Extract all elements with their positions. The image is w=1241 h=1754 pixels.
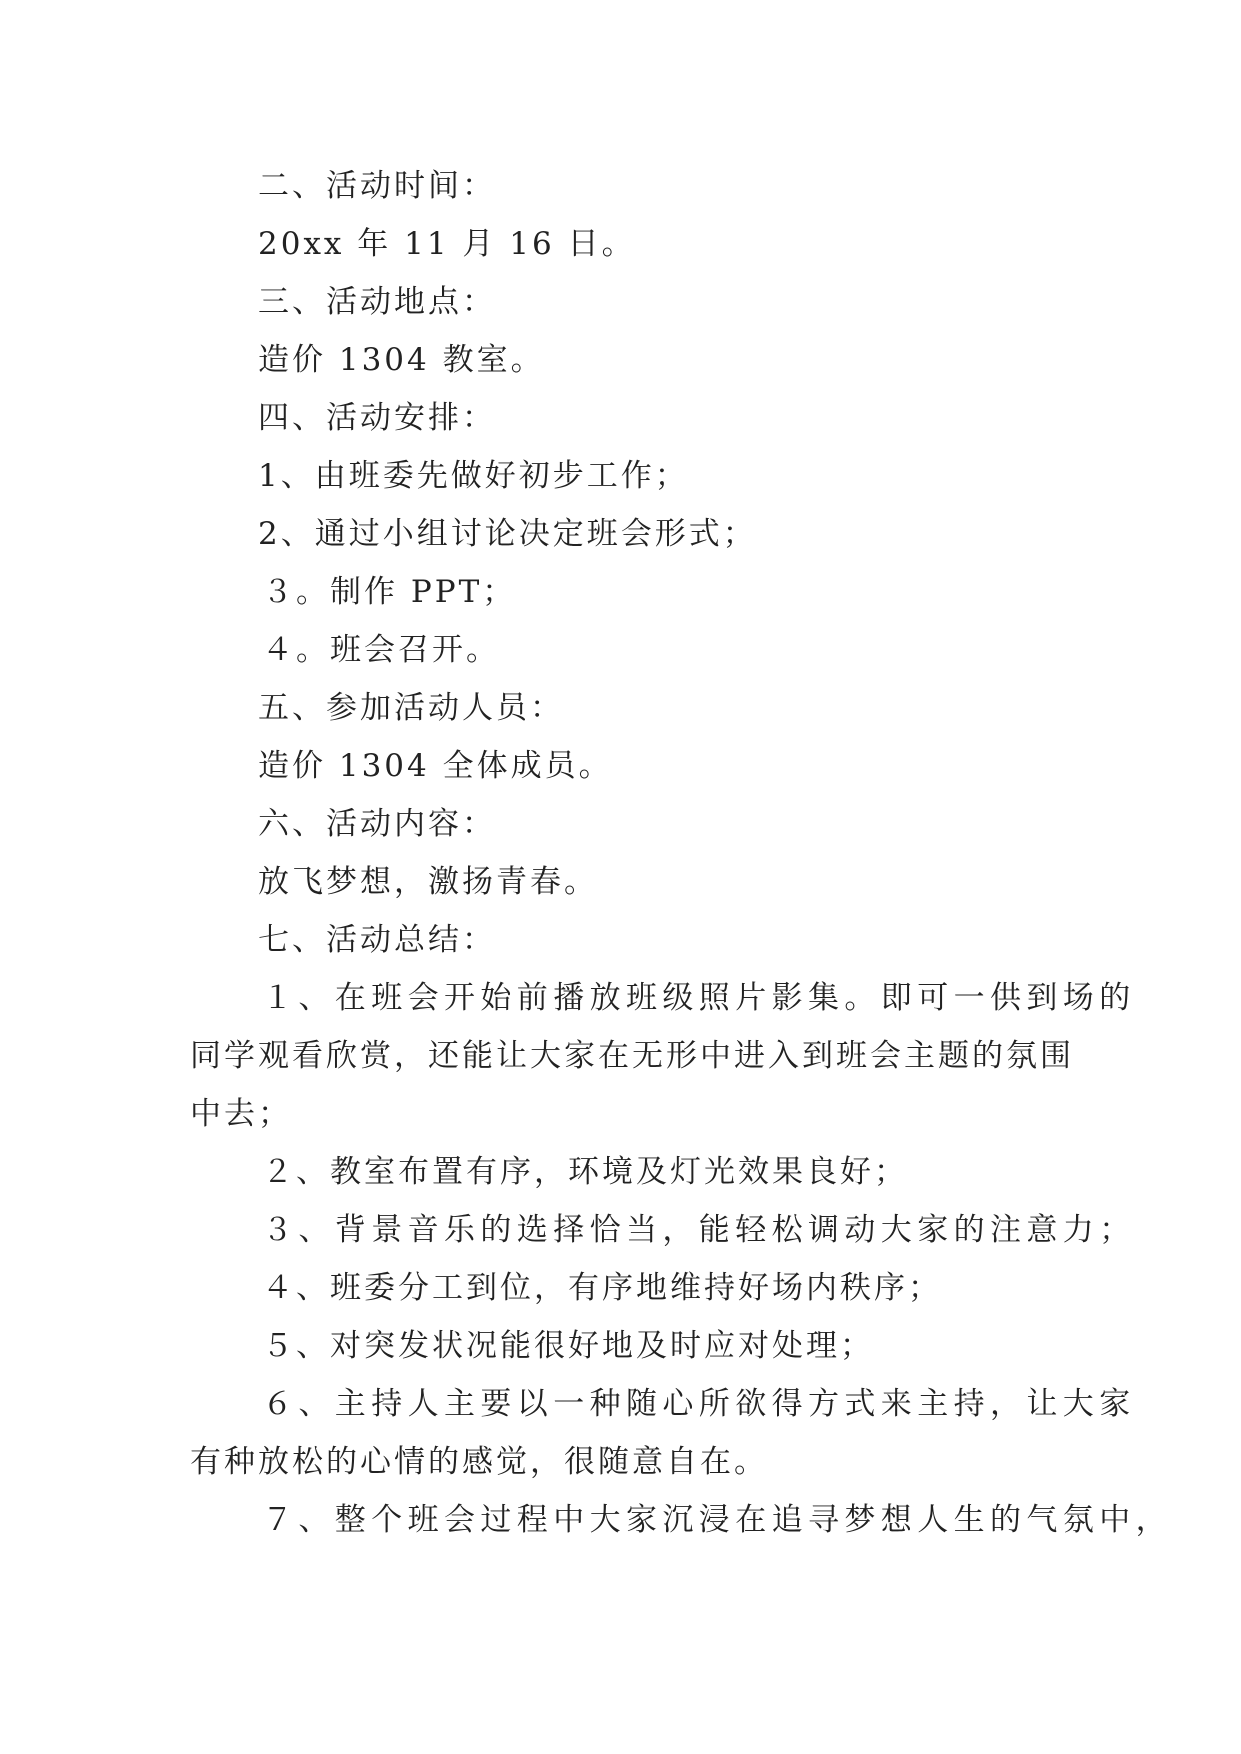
summary-item-6-line-1: ６、主持人主要以一种随心所欲得方式来主持，让大家 xyxy=(262,1386,1136,1422)
summary-item-5: ５、对突发状况能很好地及时应对处理； xyxy=(262,1328,874,1364)
section-heading-summary: 七、活动总结： xyxy=(258,922,496,958)
section-heading-arrangement: 四、活动安排： xyxy=(258,400,496,436)
summary-item-3: ３、背景音乐的选择恰当，能轻松调动大家的注意力； xyxy=(262,1212,1136,1248)
list-item-arrangement-3: ３。制作 PPT； xyxy=(262,574,517,610)
paragraph-content: 放飞梦想，激扬青春。 xyxy=(258,864,598,900)
paragraph-participants: 造价 1304 全体成员。 xyxy=(258,748,613,784)
list-item-arrangement-1: 1、由班委先做好初步工作； xyxy=(258,458,689,494)
section-heading-location: 三、活动地点： xyxy=(258,284,496,320)
paragraph-date: 20xx 年 11 月 16 日。 xyxy=(258,226,636,262)
section-heading-content: 六、活动内容： xyxy=(258,806,496,842)
summary-item-1-line-3: 中去； xyxy=(190,1096,292,1132)
summary-item-2: ２、教室布置有序，环境及灯光效果良好； xyxy=(262,1154,908,1190)
summary-item-1-line-1: １、在班会开始前播放班级照片影集。即可一供到场的 xyxy=(262,980,1136,1016)
summary-item-4: ４、班委分工到位，有序地维持好场内秩序； xyxy=(262,1270,942,1306)
list-item-arrangement-4: ４。班会召开。 xyxy=(262,632,500,668)
section-heading-participants: 五、参加活动人员： xyxy=(258,690,564,726)
paragraph-location: 造价 1304 教室。 xyxy=(258,342,545,378)
list-item-arrangement-2: 2、通过小组讨论决定班会形式； xyxy=(258,516,757,552)
summary-item-1-line-2: 同学观看欣赏，还能让大家在无形中进入到班会主题的氛围 xyxy=(190,1038,1074,1074)
summary-item-7-line-1: ７、整个班会过程中大家沉浸在追寻梦想人生的气氛中， xyxy=(262,1502,1172,1538)
summary-item-6-line-2: 有种放松的心情的感觉，很随意自在。 xyxy=(190,1444,768,1480)
section-heading-time: 二、活动时间： xyxy=(258,168,496,204)
